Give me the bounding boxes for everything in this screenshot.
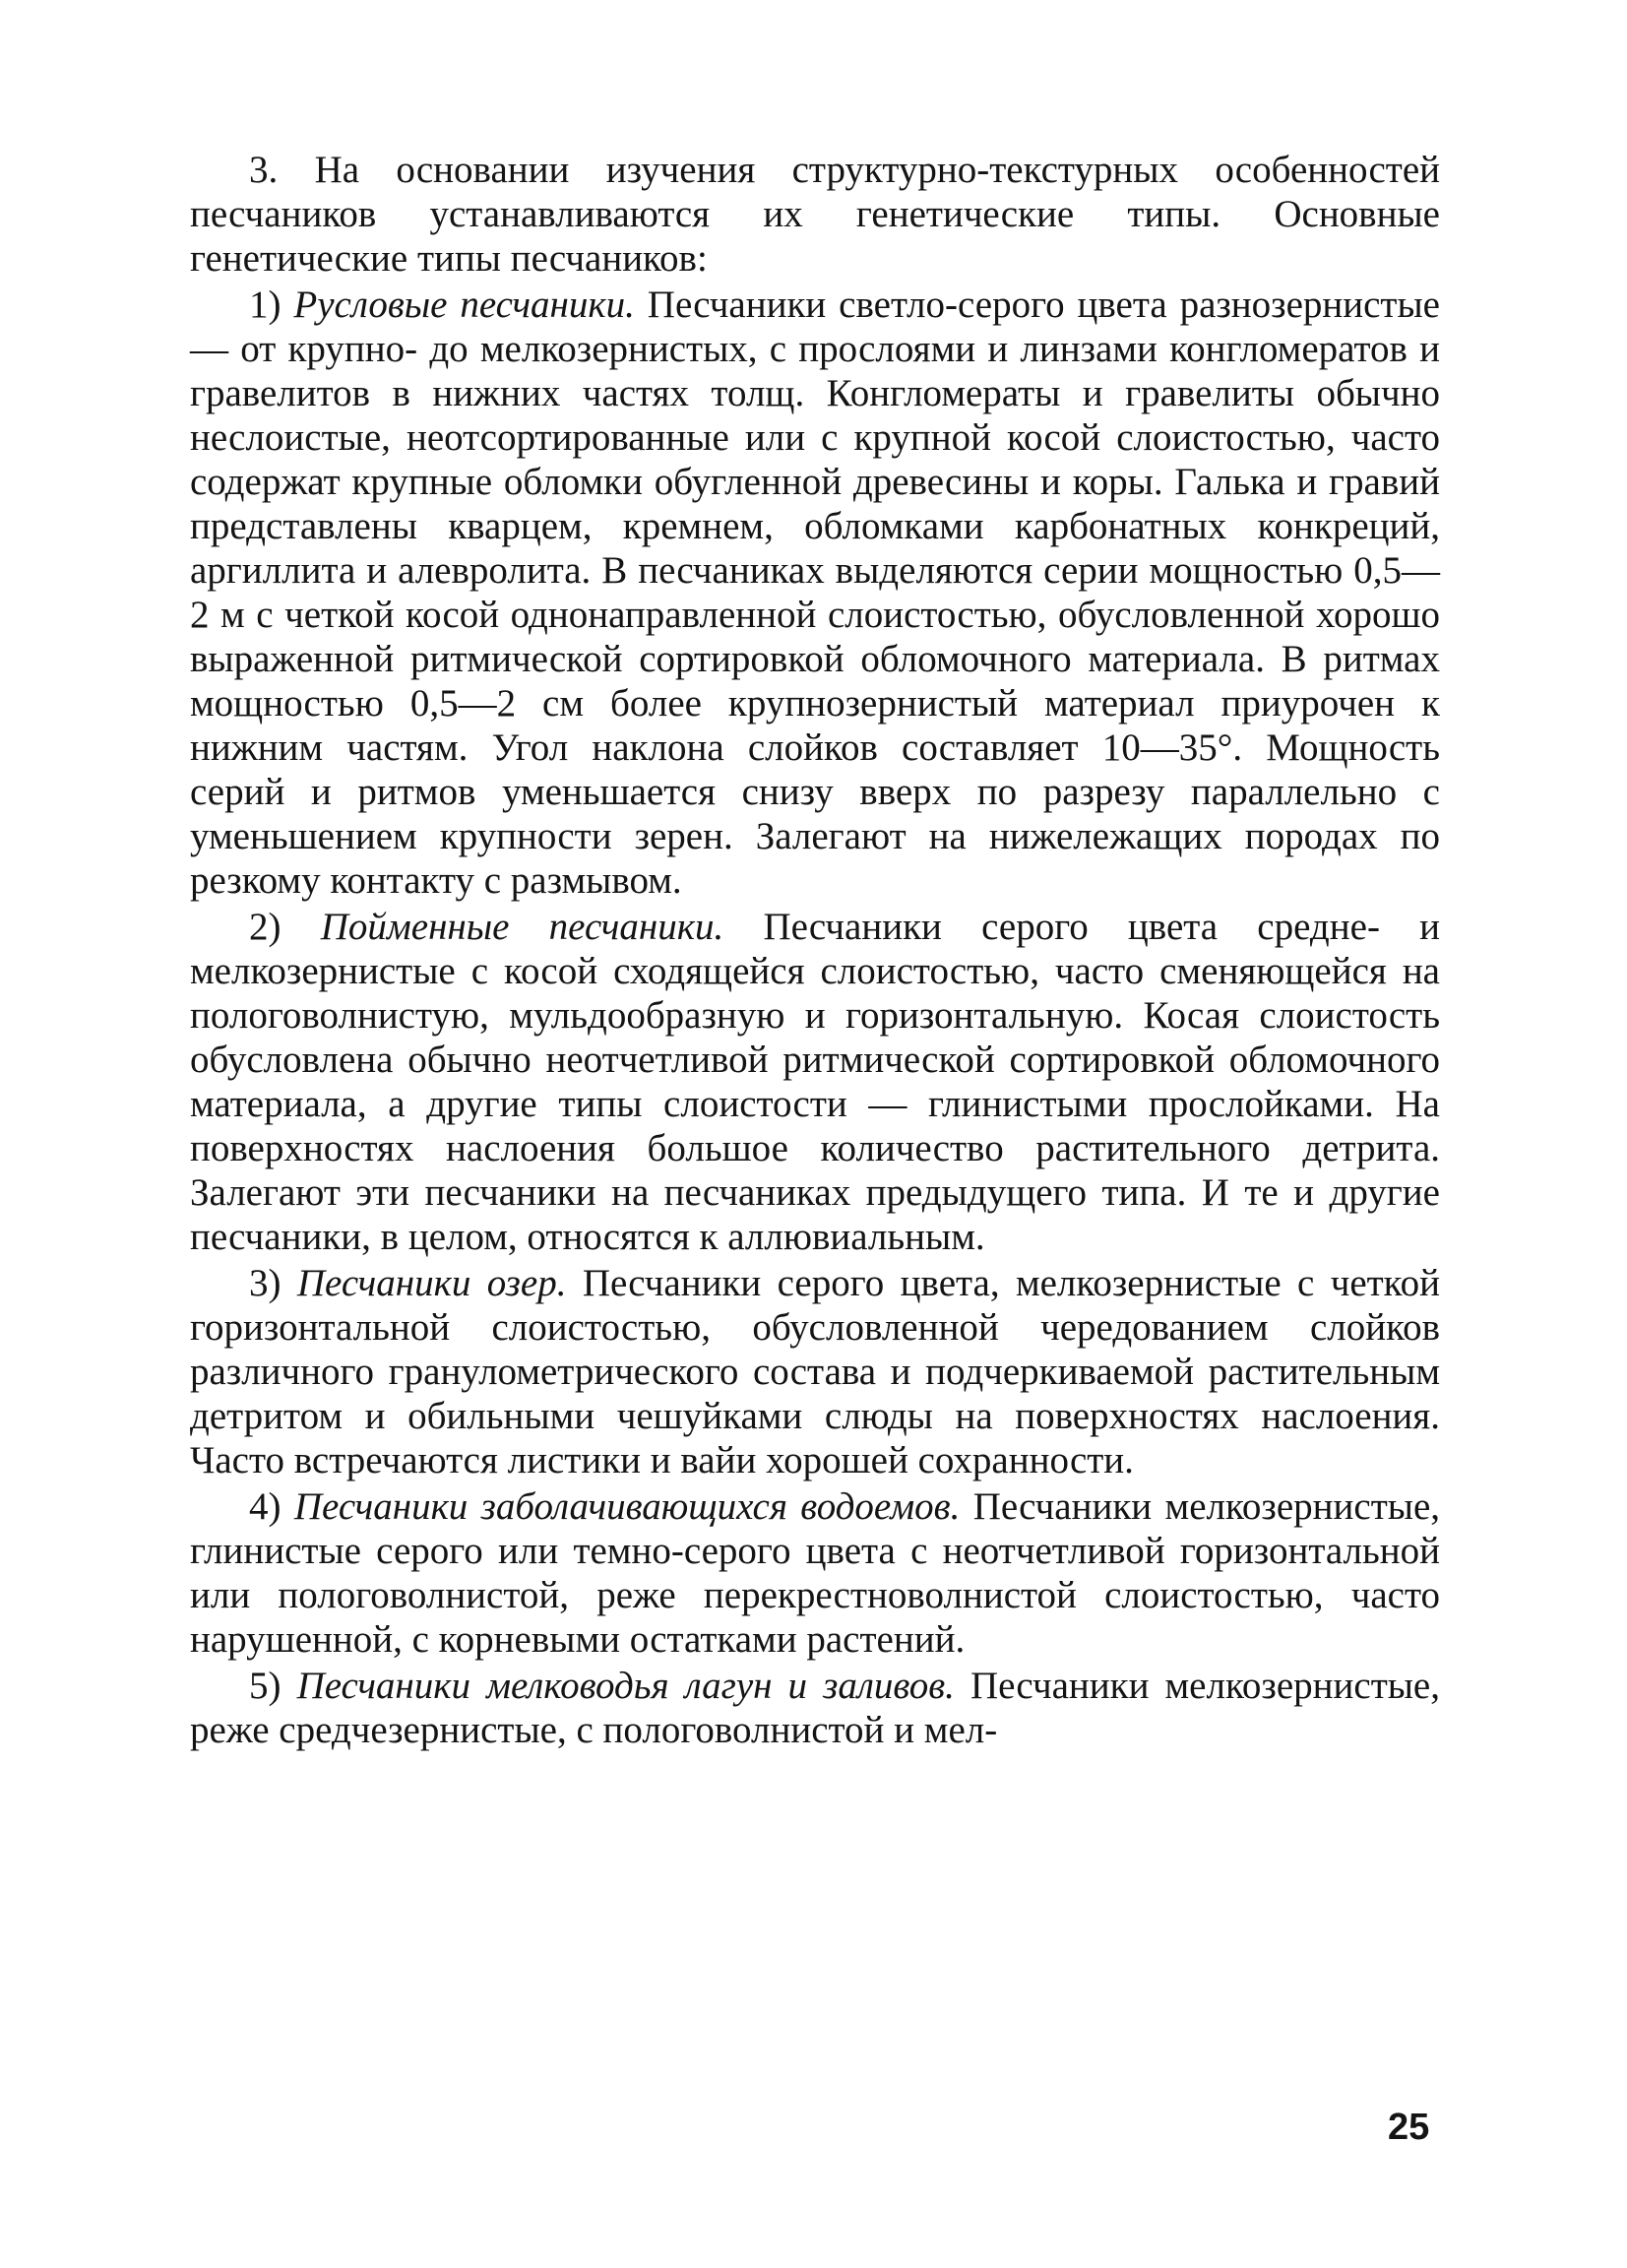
item-number: 5) xyxy=(249,1665,282,1707)
list-item xyxy=(190,283,1440,903)
body-text xyxy=(190,148,1440,1752)
item-number: 1) xyxy=(249,284,282,326)
item-number: 2) xyxy=(249,906,282,948)
item-body: Песчаники мелкозернистые, глинистые серого или темно-серого цвета с неотчетливой горизонтальной или пологоволнистой, реже перекрестноволнистой слоистостью, часто нарушенной, с корневыми остатками растений. xyxy=(190,1485,1441,1661)
intro-text: 3. На основании изучения структурно-текстурных особенностей песчаников устанавливаются их генетические типы. Основные генетические типы песчаников: xyxy=(190,149,1440,280)
list-item xyxy=(190,1664,1440,1752)
page-number: 25 xyxy=(1388,2107,1430,2148)
list-item xyxy=(190,1484,1440,1662)
list-item xyxy=(190,1261,1440,1482)
item-title: Песчаники заболачивающихся водоемов. xyxy=(293,1485,961,1528)
item-title: Пойменные песчаники. xyxy=(320,906,724,948)
item-title: Песчаники мелководья лагун и заливов. xyxy=(296,1665,955,1707)
item-title: Русловые песчаники. xyxy=(293,284,635,326)
item-number: 4) xyxy=(249,1485,282,1528)
intro-paragraph xyxy=(190,148,1440,281)
item-body: Песчаники серого цвета, мелкозернистые с четкой горизонтальной слоистостью, обусловленной чередованием слойков различного гранулометрического состава и подчеркиваемой растительным детритом и обильными чешуйками слюды на поверхностях наслоения. Часто встречаются листики и вайи хорошей сохранности. xyxy=(190,1262,1441,1481)
item-body: Песчаники серого цвета средне- и мелкозернистые с косой сходящейся слоистостью, часто сменяющейся на пологоволнистую, мульдообразную и горизонтальную. Косая слоистость обусловлена обычно неотчетливой ритмической сортировкой обломочного материала, а другие типы слоистости — глинистыми прослойками. На поверхностях наслоения большое количество растительного детрита. Залегают эти песчаники на песчаниках предыдущего типа. И те и другие песчаники, в целом, относятся к аллювиальным. xyxy=(190,906,1440,1258)
item-body: Песчаники мелкозернистые, реже средчезернистые, с пологоволнистой и мел- xyxy=(190,1665,1440,1751)
item-title: Песчаники озер. xyxy=(296,1262,567,1304)
item-number: 3) xyxy=(249,1262,282,1304)
list-item xyxy=(190,905,1440,1259)
item-body: Песчаники светло-серого цвета разнозернистые — от крупно- до мелкозернистых, с прослоями и линзами конгломератов и гравелитов в нижних частях толщ. Конгломераты и гравелиты обычно неслоистые, неотсортированные или с крупной косой слоистостью, часто содержат крупные обломки обугленной древесины и коры. Галька и гравий представлены кварцем, кремнем, обломками карбонатных конкреций, аргиллита и алевролита. В песчаниках выделяются серии мощностью 0,5—2 м с четкой косой однонаправленной слоистостью, обусловленной хорошо выраженной ритмической сортировкой обломочного материала. В ритмах мощностью 0,5—2 см более крупнозернистый материал приурочен к нижним частям. Угол наклона слойков составляет 10—35°. Мощность серий и ритмов уменьшается снизу вверх по разрезу параллельно с уменьшением крупности зерен. Залегают на нижележащих породах по резкому контакту с размывом. xyxy=(190,284,1440,902)
